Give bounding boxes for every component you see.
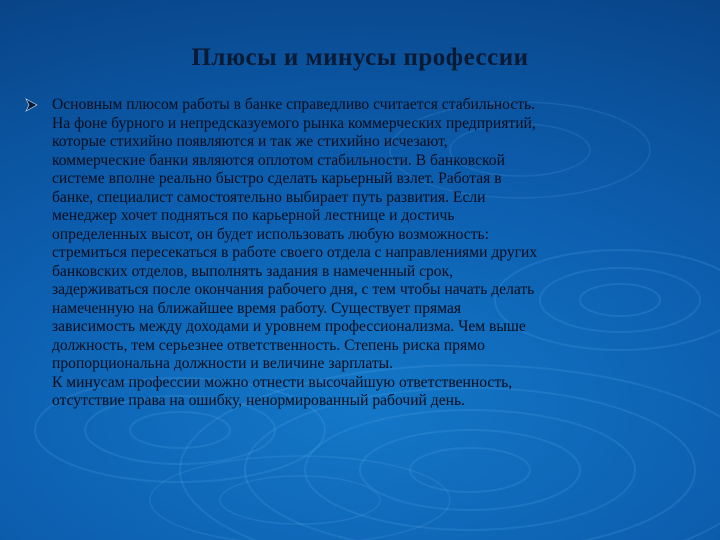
paragraph-line: На фоне бурного и непредсказуемого рынка коммерческих предприятий, — [52, 114, 536, 132]
paragraph-line: К минусам профессии можно отнести высочайшую ответственность, — [52, 373, 513, 391]
paragraph-line: должность, тем серьезнее ответственность. Степень риска прямо — [52, 336, 485, 354]
paragraph-line: Основным плюсом работы в банке справедливо считается стабильность. — [52, 96, 536, 113]
paragraph-line: определенных высот, он будет использовать любую возможность: — [52, 225, 489, 243]
bullet-paragraph — [52, 96, 702, 411]
paragraph-line: зависимость между доходами и уровнем профессионализма. Чем выше — [52, 318, 526, 335]
paragraph-line: которые стихийно появляются и так же стихийно исчезают, — [52, 133, 448, 150]
paragraph-line: отсутствие права на ошибку, ненормированный рабочий день. — [52, 392, 466, 409]
arrowhead-bullet-icon — [24, 98, 38, 112]
paragraph-line: задерживаться после окончания рабочего дня, с тем чтобы начать делать — [52, 281, 535, 298]
paragraph-line: намеченную на ближайшее время работу. Существует прямая — [52, 299, 462, 317]
paragraph-line: банковских отделов, выполнять задания в намеченный срок, — [52, 262, 454, 280]
paragraph-line: менеджер хочет подняться по карьерной лестнице и достичь — [52, 207, 455, 224]
paragraph-line: стремиться пересекаться в работе своего отдела с направлениями других — [52, 244, 538, 261]
paragraph-line: пропорциональна должности и величине зарплаты. — [52, 355, 394, 372]
slide-title: Плюсы и минусы профессии — [191, 44, 529, 71]
paragraph-line: банке, специалист самостоятельно выбирает путь развития. Если — [52, 188, 486, 206]
paragraph-line: коммерческие банки являются оплотом стабильности. В банковской — [52, 151, 505, 169]
paragraph-line: системе вполне реально быстро сделать карьерный взлет. Работая в — [52, 170, 502, 187]
